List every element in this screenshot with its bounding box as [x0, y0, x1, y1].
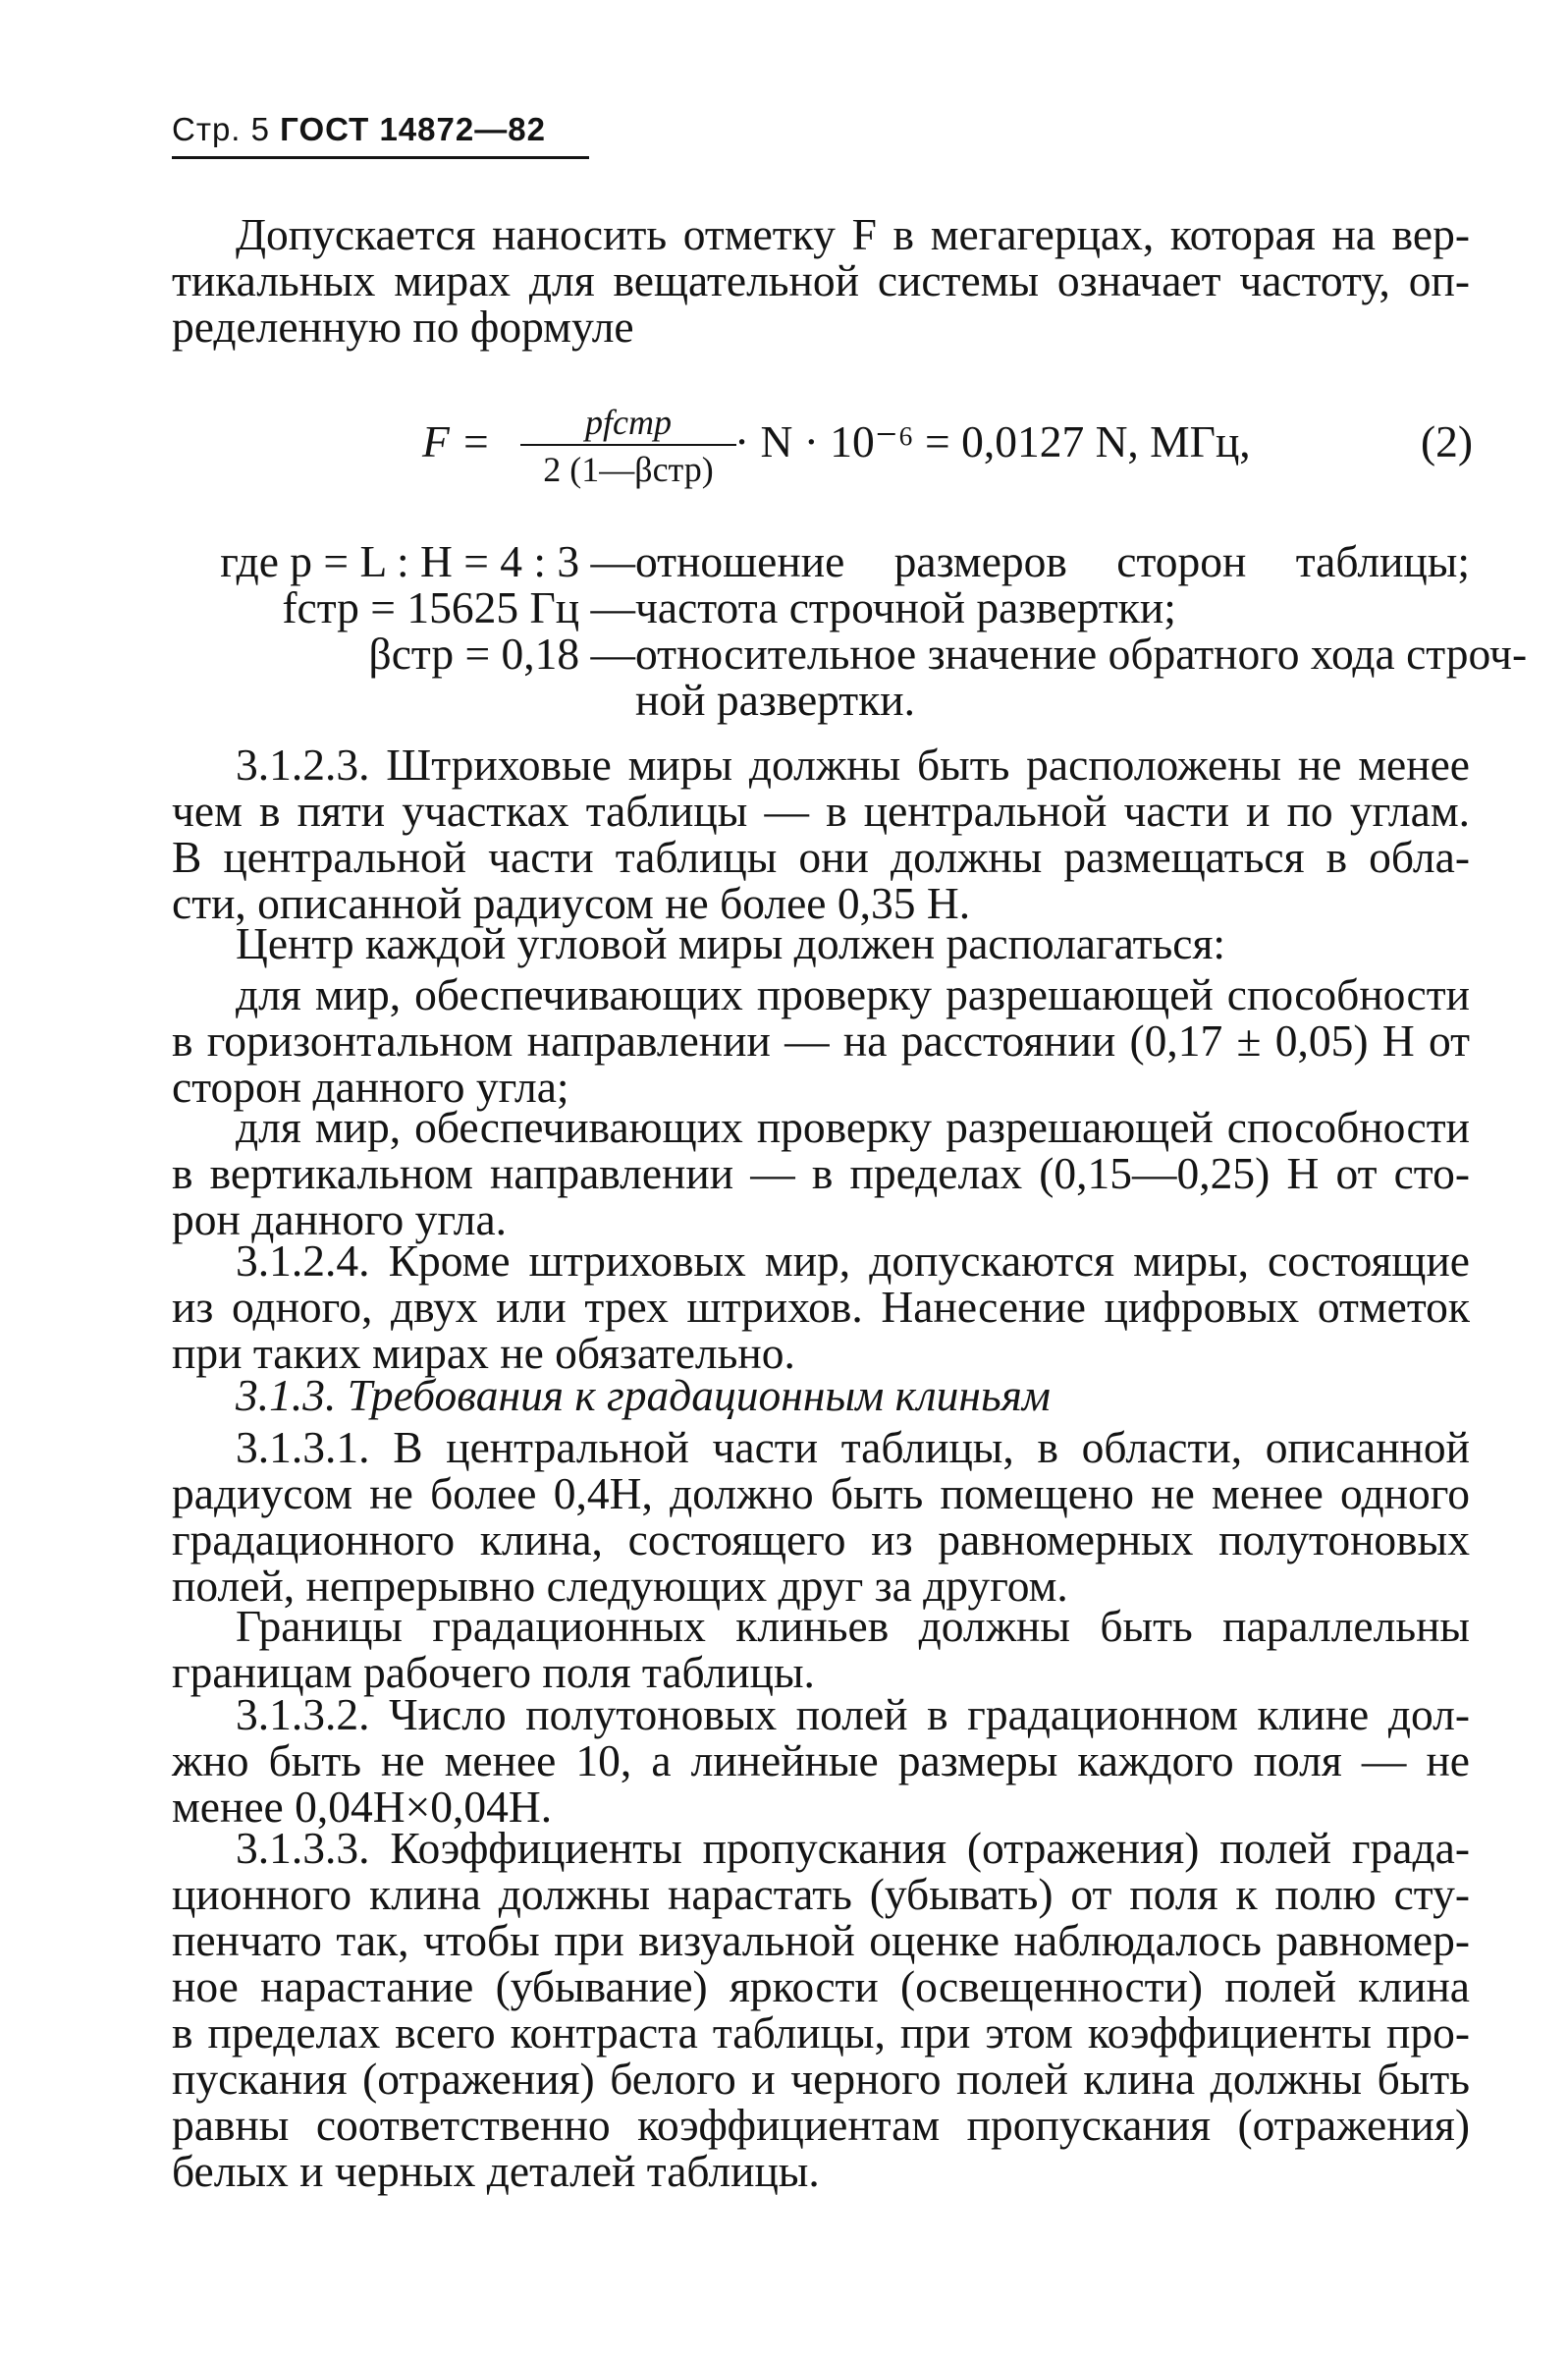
where-term: fстр = 15625 Гц — [282, 582, 635, 632]
text-line: из одного, двух или трех штрихов. Нанесение цифровых отметок [172, 1282, 1470, 1332]
text-line: сти, описанной радиусом не более 0,35 H. [172, 878, 971, 928]
text-line: при таких мирах не обязательно. [172, 1328, 795, 1378]
text-line: жно быть не менее 10, а линейные размеры каждого поля — не [172, 1735, 1470, 1785]
text-line: 3.1.2.4. Кроме штриховых мир, допускаются миры, состоящие [236, 1235, 1470, 1286]
text-line: полей, непрерывно следующих друг за другом. [172, 1561, 1068, 1611]
where-item [172, 538, 1470, 584]
where-list [172, 536, 1528, 725]
standard-number: ГОСТ 14872—82 [280, 111, 546, 147]
formula-2 [422, 403, 1473, 511]
text-line: рон данного угла. [172, 1194, 508, 1244]
where-definition: ной развертки. [635, 675, 916, 725]
text-line: 3.1.3.3. Коэффициенты пропускания (отражения) полей града- [236, 1823, 1470, 1873]
paragraph-horizontal [172, 971, 1470, 1110]
text-line: 3.1.3.1. В центральной части таблицы, в области, описанной [236, 1422, 1470, 1472]
formula-numerator: pfстр [585, 403, 672, 442]
formula-lhs: F = [422, 416, 491, 466]
formula-fraction [520, 403, 736, 489]
text-line: Допускается наносить отметку F в мегагерцах, которая на вер- [236, 209, 1470, 259]
text-line: для мир, обеспечивающих проверку разрешающей способности [236, 1102, 1470, 1152]
intro-paragraph [172, 211, 1470, 350]
equation-number: (2) [1420, 416, 1473, 466]
paragraph-3-1-3-2 [172, 1691, 1470, 1830]
where-term: где p = L : H = 4 : 3 — [220, 536, 635, 586]
paragraph-3-1-2-3 [172, 741, 1470, 926]
text-line: 3.1.3.2. Число полутоновых полей в градационном клине дол- [236, 1689, 1470, 1739]
formula-denominator: 2 (1—βстр) [543, 450, 714, 489]
text-line: сторон данного угла; [172, 1062, 569, 1112]
paragraph-3-1-2-4 [172, 1237, 1470, 1376]
fraction-bar [520, 444, 736, 446]
text-line: пускания (отражения) белого и черного полей клина должны быть [172, 2054, 1470, 2104]
where-item [172, 584, 1470, 631]
text-line: ное нарастание (убывание) яркости (освещенности) полей клина [172, 1961, 1470, 2011]
text-line: для мир, обеспечивающих проверку разрешающей способности [236, 969, 1470, 1019]
header-rule [172, 156, 589, 159]
paragraph-corner-center [172, 920, 1470, 966]
text-line: менее 0,04H×0,04H. [172, 1782, 553, 1832]
text-line: границам рабочего поля таблицы. [172, 1647, 815, 1697]
where-definition: относительное значение обратного хода строч- [635, 629, 1528, 679]
paragraph-wedge-borders [172, 1603, 1470, 1695]
where-item-continuation [172, 677, 1470, 723]
paragraph-3-1-3-3 [172, 1825, 1470, 2194]
text-line: равны соответственно коэффициентам пропускания (отражения) [172, 2100, 1470, 2150]
page-header [172, 110, 546, 149]
where-definition: отношение размеров сторон таблицы; [635, 536, 1470, 586]
section-heading: 3.1.3. Требования к градационным клиньям [236, 1370, 1051, 1420]
text-line: В центральной части таблицы они должны размещаться в обла- [172, 832, 1470, 882]
text-line: Границы градационных клиньев должны быть параллельны [236, 1601, 1470, 1651]
text-line: в вертикальном направлении — в пределах (0,15—0,25) H от сто- [172, 1148, 1470, 1198]
paragraph-vertical [172, 1104, 1470, 1242]
text-line: пенчато так, чтобы при визуальной оценке наблюдалось равномер- [172, 1915, 1470, 1965]
where-term: βстр = 0,18 — [368, 629, 635, 679]
text-line: радиусом не более 0,4H, должно быть помещено не менее одного [172, 1468, 1470, 1518]
text-line: чем в пяти участках таблицы — в центральной части и по углам. [172, 786, 1470, 836]
text-line: 3.1.2.3. Штриховые миры должны быть расположены не менее [236, 740, 1470, 790]
text-line: в пределах всего контраста таблицы, при этом коэффициенты про- [172, 2007, 1470, 2057]
formula-rhs: · N · 10⁻⁶ = 0,0127 N, МГц, [734, 416, 1251, 466]
text-line: Центр каждой угловой миры должен располагаться: [236, 918, 1226, 968]
page-number: Стр. 5 [172, 111, 270, 147]
text-line: ционного клина должны нарастать (убывать) от поля к полю сту- [172, 1869, 1470, 1919]
text-line: тикальных мирах для вещательной системы означает частоту, оп- [172, 255, 1470, 305]
text-line: в горизонтальном направлении — на расстоянии (0,17 ± 0,05) H от [172, 1015, 1470, 1066]
where-definition: частота строчной развертки; [635, 582, 1176, 632]
text-line: ределенную по формуле [172, 302, 634, 352]
text-line: белых и черных деталей таблицы. [172, 2146, 820, 2196]
where-item [172, 629, 1528, 679]
section-heading-3-1-3 [172, 1372, 1470, 1418]
paragraph-3-1-3-1 [172, 1424, 1470, 1609]
text-line: градационного клина, состоящего из равномерных полутоновых [172, 1514, 1470, 1564]
